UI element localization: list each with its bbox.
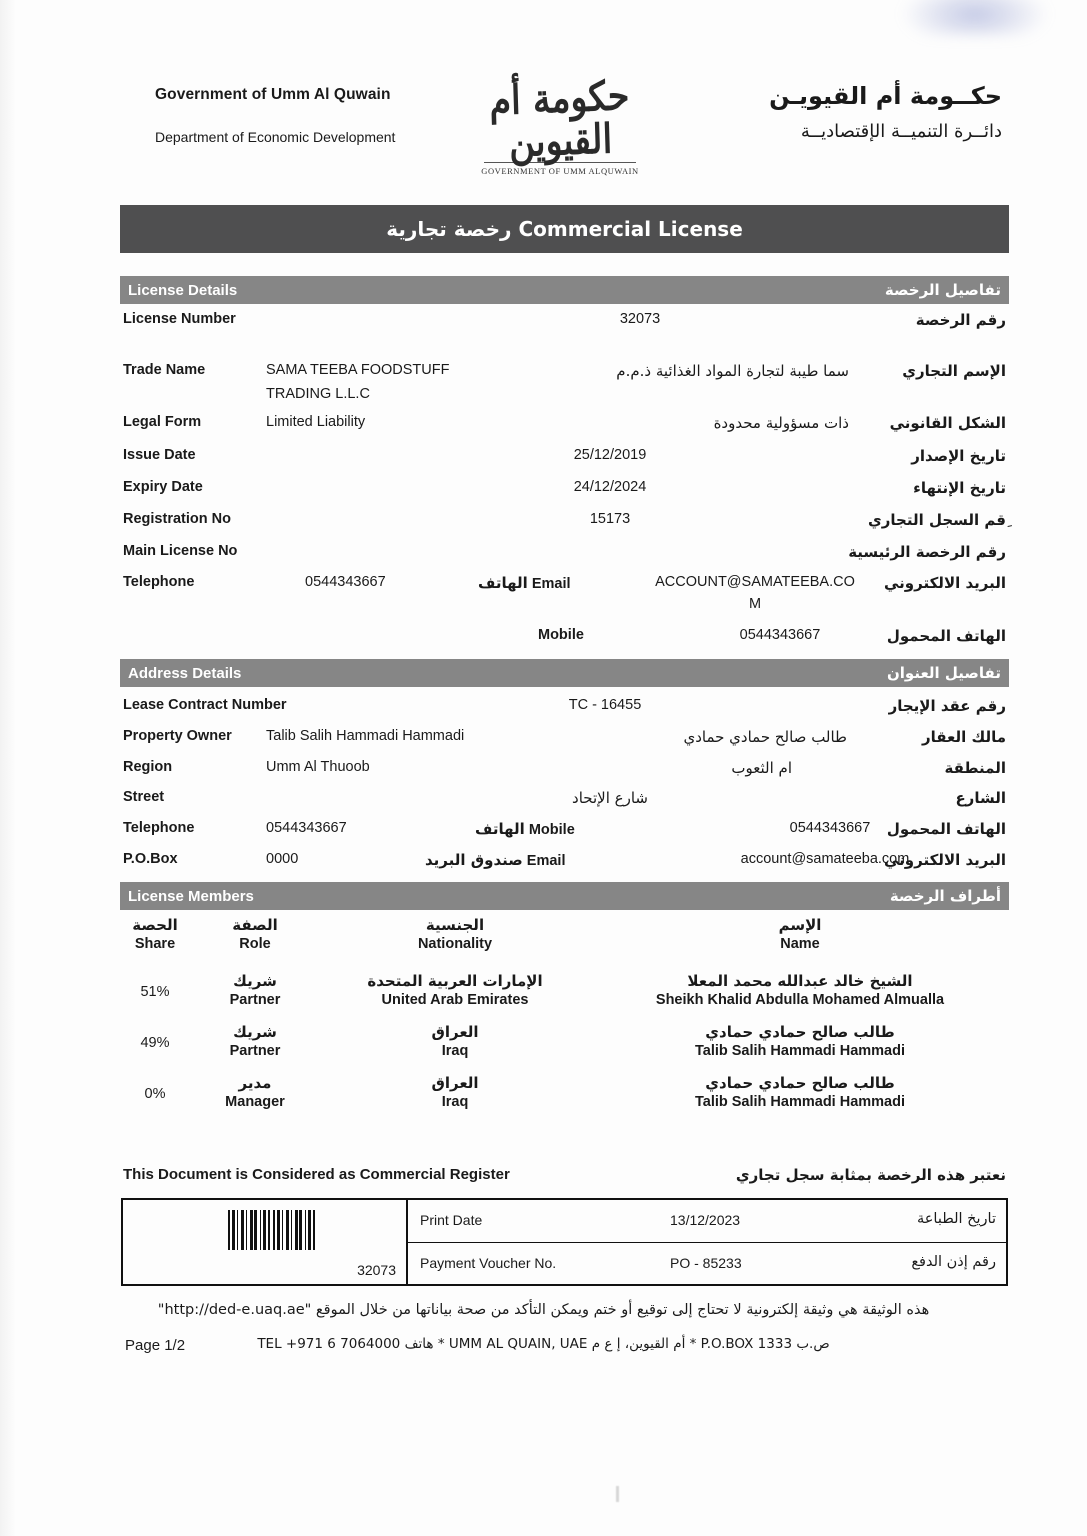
- header-english-block: [155, 86, 485, 145]
- scan-smudge: [900, 0, 1050, 36]
- value-print-date: 13/12/2023: [670, 1212, 741, 1228]
- member-name: [600, 1074, 1000, 1110]
- value-trade-name-en-line1: SAMA TEEBA FOODSTUFF: [266, 362, 450, 378]
- section-label-ar: أطراف الرخصة: [889, 887, 1001, 905]
- page-title: Commercial License رخصة تجارية: [386, 217, 743, 241]
- department-name-ar: دائــرة التنميــة الإقتصاديــة: [800, 121, 1002, 142]
- label-mobile-ar: الهاتف المحمول: [886, 627, 1006, 645]
- member-role: [200, 1074, 310, 1110]
- value-license-number: 32073: [619, 311, 661, 327]
- member-share: 0%: [144, 1086, 166, 1102]
- member-name-ar: طالب صالح حمادي حمادي: [705, 1023, 895, 1041]
- label-license-number-ar: رقم الرخصة: [915, 311, 1006, 329]
- section-label-en: Address Details: [128, 664, 242, 682]
- label-address-email-en: Email: [526, 853, 566, 869]
- footer-contact: ص.ب P.O.BOX 1333 * أم القيوين، إ ع م UMM AL QUAIN, UAE * هاتف TEL +971 6 7064000: [257, 1336, 830, 1352]
- label-registration-no-ar: ِقم السجل التجاري: [868, 511, 1006, 529]
- row-mobile: [120, 627, 1009, 649]
- document-title-bar: [120, 205, 1009, 253]
- member-role: [200, 1023, 310, 1059]
- label-issue-date-en: Issue Date: [123, 447, 196, 463]
- label-address-mobile-en: Mobile: [528, 822, 575, 838]
- label-main-license-no-en: Main License No: [123, 543, 238, 559]
- column-header-role-ar: الصفة: [232, 916, 278, 934]
- member-nationality: [335, 1023, 575, 1059]
- table-row: [120, 972, 1009, 1016]
- member-share: 51%: [140, 984, 170, 1000]
- member-nationality-ar: العراق: [431, 1074, 479, 1092]
- member-nationality: [335, 1074, 575, 1110]
- row-street: [120, 789, 1009, 811]
- value-region-en: Umm Al Thuoob: [266, 759, 370, 775]
- row-trade-name: [120, 362, 1009, 408]
- label-trade-name-en: Trade Name: [123, 362, 206, 378]
- table-row: [120, 1023, 1009, 1067]
- label-issue-date-ar: تاريخ الإصدار: [911, 447, 1006, 465]
- column-header-name-en: Name: [780, 936, 820, 952]
- section-label-ar: تفاصيل الرخصة: [884, 281, 1001, 299]
- label-region-en: Region: [123, 759, 173, 775]
- label-print-date-en: Print Date: [420, 1212, 483, 1228]
- column-header-share: [120, 916, 190, 952]
- column-header-role-en: Role: [239, 936, 271, 952]
- label-payment-voucher-en: Payment Voucher No.: [420, 1255, 557, 1271]
- member-nationality-en: Iraq: [441, 1043, 469, 1059]
- logo-caption: GOVERNMENT OF UMM ALQUWAIN: [481, 165, 639, 176]
- label-address-mobile-ar: الهاتف المحمول: [886, 820, 1006, 838]
- label-legal-form-ar: الشكل القانوني: [889, 414, 1006, 432]
- member-name-en: Sheikh Khalid Abdulla Mohamed Almualla: [655, 992, 945, 1008]
- member-share: 49%: [140, 1035, 170, 1051]
- column-header-role: [200, 916, 310, 952]
- label-expiry-date-ar: تاريخ الإنتهاء: [913, 479, 1006, 497]
- label-address-telephone-en: Telephone: [123, 820, 195, 836]
- value-registration-no: 15173: [589, 511, 631, 527]
- value-street-ar: شارع الإتحاد: [572, 789, 648, 807]
- member-name-ar: الشيخ خالد عبدالله محمد المعلا: [687, 972, 913, 990]
- column-header-nationality: [335, 916, 575, 952]
- value-legal-form-en: Limited Liability: [266, 414, 366, 430]
- value-pobox: 0000: [266, 851, 299, 867]
- member-role: [200, 972, 310, 1008]
- value-email-line2: M: [748, 596, 762, 612]
- value-lease-contract: TC - 16455: [568, 697, 642, 713]
- member-name: [600, 1023, 1000, 1059]
- row-region: [120, 759, 1009, 781]
- label-email-ar: البريد الالكتروني: [884, 574, 1006, 592]
- commercial-register-note: [120, 1166, 1009, 1188]
- label-property-owner-ar: مالك العقار: [921, 728, 1006, 746]
- section-header-license-members: [120, 882, 1009, 910]
- value-property-owner-en: Talib Salih Hammadi Hammadi: [266, 728, 465, 744]
- section-label-en: License Members: [128, 887, 254, 905]
- section-header-license-details: [120, 276, 1009, 304]
- row-lease-contract-number: [120, 697, 1009, 719]
- row-pobox: [120, 851, 1009, 873]
- members-table-header: [120, 916, 1009, 960]
- column-header-name: [600, 916, 1000, 952]
- label-street-en: Street: [123, 789, 165, 805]
- label-license-number-en: License Number: [123, 311, 236, 327]
- label-registration-no-en: Registration No: [123, 511, 231, 527]
- label-pobox-ar: صندوق البريد: [425, 851, 523, 869]
- label-email-en: Email: [531, 576, 571, 592]
- commercial-register-ar: نعتبر هذه الرخصة بمثابة سجل تجاري: [735, 1166, 1006, 1184]
- member-role-ar: شريك: [233, 1023, 277, 1041]
- member-name-en: Talib Salih Hammadi Hammadi: [694, 1043, 906, 1059]
- value-property-owner-ar: طالب صالح حمادي حمادي: [683, 728, 847, 746]
- barcode-cell: [123, 1200, 408, 1284]
- value-email-line1: ACCOUNT@SAMATEEBA.CO: [655, 574, 855, 590]
- value-mobile: 0544343667: [739, 627, 821, 643]
- label-address-telephone-ar: الهاتف: [475, 820, 525, 838]
- value-trade-name-ar: سما طيبة لتجارة المواد الغذائية ذ.م.م: [616, 362, 849, 380]
- header-arabic-block: [662, 82, 1002, 142]
- label-legal-form-en: Legal Form: [123, 414, 202, 430]
- logo-calligraphy: حكومة أم القيوين: [488, 72, 631, 167]
- value-legal-form-ar: ذات مسؤولية محدودة: [713, 414, 849, 432]
- label-pobox-en: P.O.Box: [123, 851, 178, 867]
- value-telephone: 0544343667: [305, 574, 386, 590]
- row-payment-voucher: [408, 1243, 1006, 1285]
- row-expiry-date: [120, 479, 1009, 501]
- row-registration-no: [120, 511, 1009, 533]
- barcode-info-box: [121, 1198, 1008, 1286]
- label-payment-voucher-ar: رقم إذن الدفع: [911, 1254, 996, 1270]
- label-property-owner-en: Property Owner: [123, 728, 232, 744]
- barcode-icon: [228, 1210, 318, 1250]
- row-main-license-no: [120, 543, 1009, 565]
- government-logo: [470, 72, 650, 176]
- value-issue-date: 25/12/2019: [573, 447, 647, 463]
- member-nationality-en: United Arab Emirates: [381, 992, 529, 1008]
- label-trade-name-ar: الإسم التجاري: [902, 362, 1006, 380]
- section-header-address-details: [120, 659, 1009, 687]
- label-expiry-date-en: Expiry Date: [123, 479, 203, 495]
- column-header-nationality-ar: الجنسية: [425, 916, 485, 934]
- barcode-value: 32073: [357, 1262, 396, 1278]
- value-expiry-date: 24/12/2024: [573, 479, 647, 495]
- value-address-telephone: 0544343667: [266, 820, 347, 836]
- value-region-ar: ام الثعوب: [731, 759, 792, 777]
- label-mobile-en: Mobile: [538, 627, 584, 643]
- member-name-en: Talib Salih Hammadi Hammadi: [694, 1094, 906, 1110]
- scan-artifact-mark: [616, 1486, 619, 1502]
- label-address-email-ar: البريد الالكتروني: [884, 851, 1006, 869]
- member-role-ar: شريك: [233, 972, 277, 990]
- department-name-en: Department of Economic Development: [155, 129, 396, 145]
- label-region-ar: المنطقة: [944, 759, 1006, 777]
- value-address-mobile: 0544343667: [789, 820, 871, 836]
- government-name-en: Government of Umm Al Quwain: [155, 86, 391, 103]
- member-nationality-ar: العراق: [431, 1023, 479, 1041]
- row-issue-date: [120, 447, 1009, 469]
- value-trade-name-en-line2: TRADING L.L.C: [266, 386, 370, 402]
- column-header-share-ar: الحصة: [132, 916, 178, 934]
- value-payment-voucher: PO - 85233: [670, 1255, 742, 1271]
- label-print-date-ar: تاريخ الطباعة: [916, 1211, 996, 1227]
- print-info-cell: [408, 1200, 1006, 1284]
- row-print-date: [408, 1200, 1006, 1242]
- member-role-ar: مدير: [238, 1074, 272, 1092]
- member-name-ar: طالب صالح حمادي حمادي: [705, 1074, 895, 1092]
- column-header-name-ar: الإسم: [778, 916, 822, 934]
- footer-disclaimer: هذه الوثيقة هي وثيقة إلكترونية لا تحتاج إلى توقيع أو ختم ويمكن التأكد من صحة بياناتها من خلال الموقع "http://ded-e.uaq.ae": [157, 1302, 930, 1318]
- page-number: Page 1/2: [125, 1337, 186, 1354]
- member-role-en: Partner: [229, 1043, 281, 1059]
- member-nationality: [335, 972, 575, 1008]
- member-nationality-ar: الإمارات العربية المتحدة: [367, 972, 543, 990]
- government-name-ar: حكــومة أم القيويـن: [769, 82, 1002, 110]
- label-telephone-ar: الهاتف: [478, 574, 528, 592]
- column-header-share-en: Share: [134, 936, 176, 952]
- member-role-en: Manager: [225, 1094, 285, 1110]
- row-telephone-email: [120, 574, 1009, 620]
- label-lease-contract-ar: رقم عقد الإيجار: [888, 697, 1006, 715]
- section-label-ar: تفاصيل العنوان: [886, 664, 1001, 682]
- label-main-license-no-ar: رقم الرخصة الرئيسية: [848, 543, 1006, 561]
- row-property-owner: [120, 728, 1009, 750]
- member-role-en: Partner: [229, 992, 281, 1008]
- row-legal-form: [120, 414, 1009, 436]
- member-nationality-en: Iraq: [441, 1094, 469, 1110]
- label-lease-contract-en: Lease Contract Number: [123, 697, 287, 713]
- section-label-en: License Details: [128, 281, 238, 299]
- table-row: [120, 1074, 1009, 1118]
- commercial-register-en: This Document is Considered as Commercial Register: [123, 1166, 510, 1183]
- member-name: [600, 972, 1000, 1008]
- label-street-ar: الشارع: [955, 789, 1006, 807]
- row-address-telephone: [120, 820, 1009, 842]
- label-telephone-en: Telephone: [123, 574, 195, 590]
- document-header: [0, 72, 1087, 186]
- column-header-nationality-en: Nationality: [417, 936, 493, 952]
- row-license-number: [120, 311, 1009, 333]
- value-address-email: account@samateeba.com: [740, 851, 910, 867]
